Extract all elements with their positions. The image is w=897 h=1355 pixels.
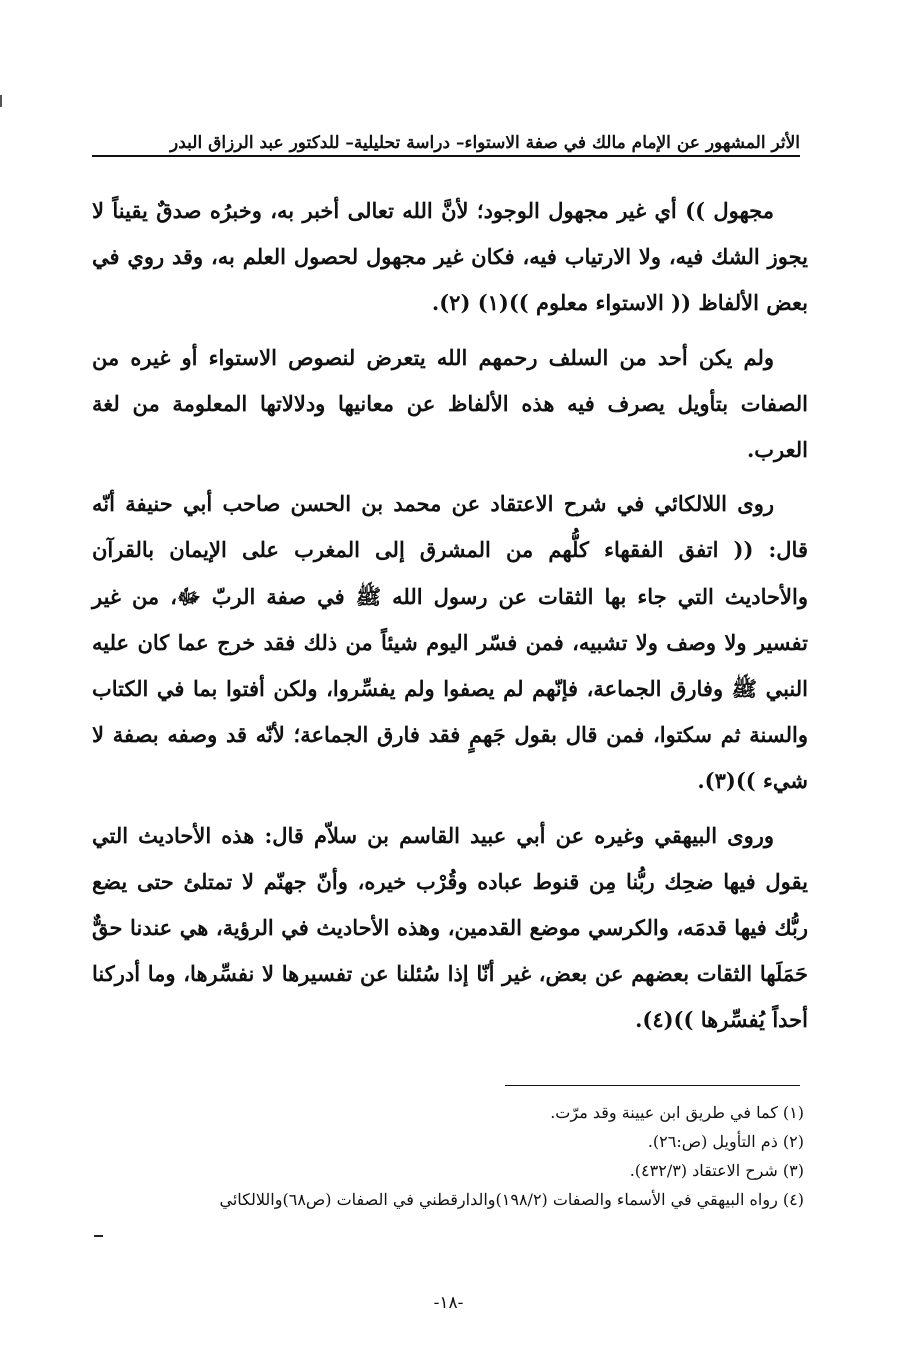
paragraph: وروى البيهقي وغيره عن أبي عبيد القاسم بن سلاّم قال: هذه الأحاديث التي يقول فيها ضحِك ربُّنا مِن قنوط عباده وقُرْب خيره، وأنّ جهنّم لا تمتلئ حتى يضع ربُّك فيها قدمَه، والكرسي موضع القدمين، وهذه الأحاديث في الرؤية، هي عندنا حقٌّ حَمَلَها الثقات بعضهم عن بعض، غير أنّا إذا سُئلنا عن تفسيرها لا نفسِّرها، وما أدركنا أحداً يُفسِّرها ))(٤). [92, 822, 808, 1033]
paragraph: ولم يكن أحد من السلف رحمهم الله يتعرض لنصوص الاستواء أو غيره من الصفات بتأويل يصرف فيه هذه الألفاظ عن معانيها ودلالاتها المعلومة من لغة العرب. [92, 344, 808, 463]
paragraph: روى اللالكائي في شرح الاعتقاد عن محمد بن الحسن صاحب أبي حنيفة أنّه قال: (( اتفق الفقهاء كلُّهم من المشرق إلى المغرب على الإيمان بالقرآن والأحاديث التي جاء بها الثقات عن رسول الله ﷺ في صفة الربّ ﷻ، من غير تفسير ولا وصف ولا تشبيه، فمن فسّر اليوم شيئاً من ذلك فقد خرج عما كان عليه النبي ﷺ وفارق الجماعة، فإنّهم لم يصفوا ولم يفسِّروا، ولكن أفتوا بما في الكتاب والسنة ثم سكتوا، فمن قال بقول جَهمٍ فقد فارق الجماعة؛ لأنّه قد وصفه بصفة لا شيء ))(٣). [92, 491, 808, 794]
header-divider [92, 155, 800, 157]
footnote-item: (٣) شرح الاعتقاد (٤٣٢/٣). [629, 1161, 804, 1180]
footnote-item: (٢) ذم التأويل (ص:٢٦). [647, 1132, 804, 1151]
footnotes [92, 1098, 804, 1214]
footnote-item: (١) كما في طريق ابن عيينة وقد مرّت. [550, 1103, 804, 1122]
page-number: -١٨- [433, 1293, 464, 1313]
scan-edge-mark [0, 95, 2, 107]
main-text [92, 188, 808, 1052]
running-header: الأثر المشهور عن الإمام مالك في صفة الاستواء– دراسة تحليلية– للدكتور عبد الرزاق البدر [170, 133, 800, 153]
footnote-item: (٤) رواه البيهقي في الأسماء والصفات (١٩٨/٢)والدارقطني في الصفات (ص٦٨)واللالكائي [219, 1190, 804, 1209]
paragraph: مجهول )) أي غير مجهول الوجود؛ لأنَّ الله تعالى أخبر به، وخبرُه صدقٌ يقيناً لا يجوز الشك فيه، ولا الارتياب فيه، فكان غير مجهول لحصول العلم به، وقد روي في بعض الألفاظ (( الاستواء معلوم ))(١) (٢). [92, 198, 808, 316]
continuation-dash [94, 1235, 103, 1237]
footnote-divider [505, 1085, 800, 1086]
